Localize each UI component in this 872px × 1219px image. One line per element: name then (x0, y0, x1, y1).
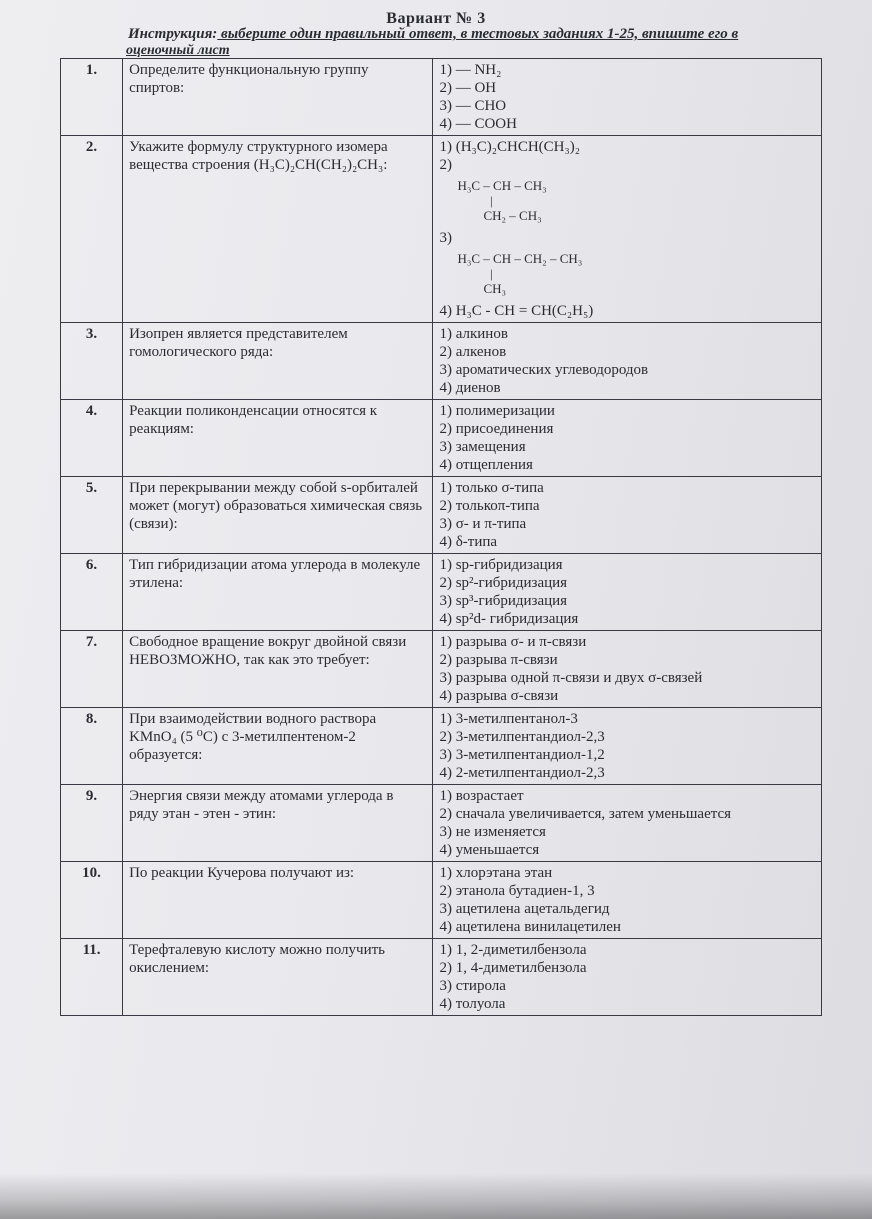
answer-option: 1) sp-гибридизация (439, 557, 563, 573)
answer-options (433, 785, 822, 862)
answer-options (433, 136, 822, 323)
question-row (61, 59, 822, 136)
instruction-line (128, 26, 872, 43)
answer-option: 3) стирола (439, 978, 506, 994)
answer-option: 2) присоединения (439, 421, 554, 437)
question-text: Определите функциональную группу спиртов: (123, 59, 433, 136)
answer-option: 4) δ-типа (439, 534, 498, 550)
answer-options (433, 939, 822, 1016)
answer-option: 1) полимеризации (439, 403, 555, 419)
question-text: Изопрен является представителем гомологического ряда: (123, 323, 433, 400)
question-row (61, 554, 822, 631)
answer-option: 4) толуола (439, 996, 506, 1012)
answer-option: 3) — CHO (439, 98, 507, 114)
answer-option: 2) сначала увеличивается, затем уменьшается (439, 806, 732, 822)
answer-option: 1) (H₃C)₂CHCH(CH₃)₂ (439, 139, 580, 155)
answer-option: 4) разрыва σ-связи (439, 688, 559, 704)
answer-option: 2) 3-метилпентандиол-2,3 (439, 729, 605, 745)
question-number: 9. (61, 785, 123, 862)
answer-option: 4) sp²d- гибридизация (439, 611, 579, 627)
answer-option: 2) разрыва π-связи (439, 652, 558, 668)
answer-option: 1) разрыва σ- и π-связи (439, 634, 587, 650)
structural-formula: H₃C – CH – CH₃ | CH₂ – CH₃ (457, 178, 547, 223)
answer-option: 3) ароматических углеводородов (439, 362, 649, 378)
question-text: Энергия связи между атомами углерода в ряду этан - этен - этин: (123, 785, 433, 862)
answer-option: 3) разрыва одной π-связи и двух σ-связей (439, 670, 703, 686)
question-row (61, 785, 822, 862)
answer-option: 2) 1, 4-диметилбензола (439, 960, 587, 976)
question-number: 6. (61, 554, 123, 631)
structural-formula: H₃C – CH – CH₂ – CH₃ | CH₃ (457, 251, 583, 296)
answer-option: 3) замещения (439, 439, 526, 455)
sheet-label: оценочный лист (126, 43, 230, 58)
answer-option: 3) 3-метилпентандиол-1,2 (439, 747, 605, 763)
question-number: 1. (61, 59, 123, 136)
question-row (61, 631, 822, 708)
answer-option: 3) σ- и π-типа (439, 516, 527, 532)
answer-option: 2) толькоπ-типа (439, 498, 540, 514)
answer-option: 2) алкенов (439, 344, 507, 360)
answer-option: 1) — NH₂ (439, 62, 502, 78)
answer-options (433, 477, 822, 554)
answer-option: 1) 3-метилпентанол-3 (439, 711, 578, 727)
instruction-text: выберите один правильный ответ, в тестовых заданиях 1-25, впишите его в (217, 26, 739, 42)
answer-options (433, 323, 822, 400)
question-number: 2. (61, 136, 123, 323)
question-row (61, 477, 822, 554)
question-row (61, 939, 822, 1016)
answer-option: 1) только σ-типа (439, 480, 544, 496)
questions-table (60, 58, 822, 1016)
answer-option: 2) sp²-гибридизация (439, 575, 568, 591)
answer-option: 1) алкинов (439, 326, 508, 342)
answer-options (433, 708, 822, 785)
answer-option: 3) не изменяется (439, 824, 546, 840)
instruction-lead: Инструкция: (128, 26, 218, 42)
question-text: Терефталевую кислоту можно получить окислением: (123, 939, 433, 1016)
question-number: 7. (61, 631, 123, 708)
question-number: 8. (61, 708, 123, 785)
answer-options (433, 400, 822, 477)
question-text: Свободное вращение вокруг двойной связи НЕВОЗМОЖНО, так как это требует: (123, 631, 433, 708)
answer-option: 3) sp³-гибридизация (439, 593, 568, 609)
answer-option: 4) отщепления (439, 457, 533, 473)
answer-option: 3) ацетилена ацетальдегид (439, 901, 610, 917)
question-number: 4. (61, 400, 123, 477)
answer-option: 1) 1, 2-диметилбензола (439, 942, 587, 958)
answer-option: 1) хлорэтана этан (439, 865, 553, 881)
answer-option: 4) диенов (439, 380, 501, 396)
answer-option: 2) этанола бутадиен-1, 3 (439, 883, 595, 899)
answer-option: 4) H₃C - CH = CH(C₂H₅) (439, 303, 594, 319)
question-text: Укажите формулу структурного изомера вещества строения (H₃C)₂CH(CH₂)₂CH₃: (123, 136, 433, 323)
page-edge-shadow (0, 1173, 872, 1219)
question-row (61, 323, 822, 400)
question-number: 5. (61, 477, 123, 554)
answer-option: 2) — OH (439, 80, 497, 96)
variant-title: Вариант № 3 (386, 10, 486, 27)
answer-option: 4) ацетилена винилацетилен (439, 919, 621, 935)
question-number: 3. (61, 323, 123, 400)
answer-option: 4) уменьшается (439, 842, 540, 858)
question-row (61, 708, 822, 785)
question-row (61, 136, 822, 323)
question-row (61, 862, 822, 939)
question-text: По реакции Кучерова получают из: (123, 862, 433, 939)
question-text: При взаимодействии водного раствора KMnO₄ (5 ⁰C) с 3-метилпентеном-2 образуется: (123, 708, 433, 785)
answer-options (433, 59, 822, 136)
answer-option: 3) (439, 230, 452, 246)
answer-options (433, 554, 822, 631)
question-number: 11. (61, 939, 123, 1016)
answer-option: 2) (439, 157, 452, 173)
question-text: При перекрывании между собой s-орбиталей может (могут) образоваться химическая связь (связи): (123, 477, 433, 554)
answer-options (433, 631, 822, 708)
question-row (61, 400, 822, 477)
answer-option: 4) — COOH (439, 116, 517, 132)
question-text: Реакции поликонденсации относятся к реакциям: (123, 400, 433, 477)
answer-option: 4) 2-метилпентандиол-2,3 (439, 765, 605, 781)
question-text: Тип гибридизации атома углерода в молекуле этилена: (123, 554, 433, 631)
question-number: 10. (61, 862, 123, 939)
answer-option: 1) возрастает (439, 788, 524, 804)
answer-options (433, 862, 822, 939)
